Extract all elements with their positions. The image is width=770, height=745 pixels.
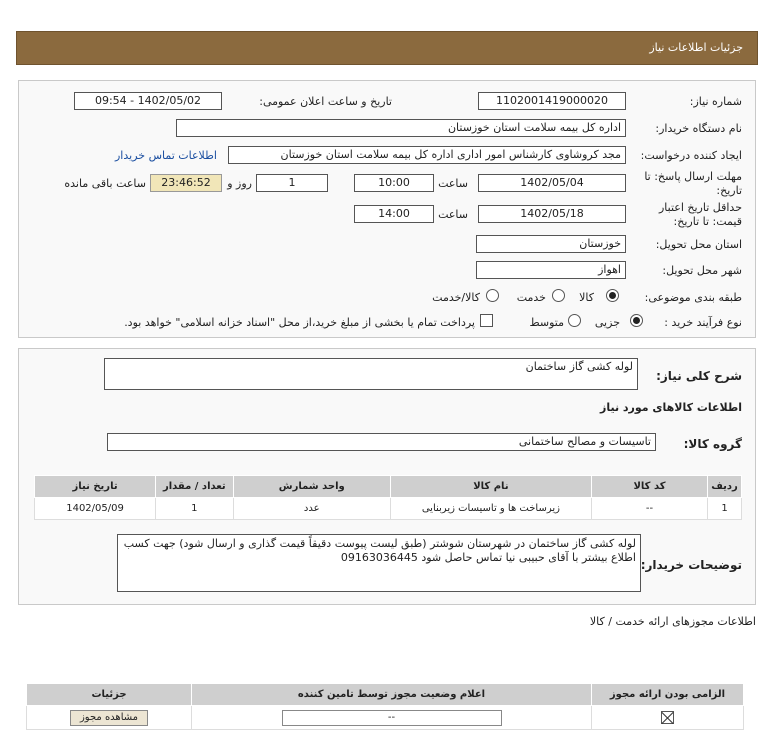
category-label: طبقه بندی موضوعی: <box>644 291 742 304</box>
deadline-time-label: ساعت <box>438 177 468 190</box>
table-row <box>35 498 742 520</box>
col-details: جزئیات <box>27 684 192 706</box>
col-required: الزامی بودن ارائه مجوز <box>592 684 744 706</box>
cell-unit: عدد <box>233 498 390 520</box>
table-row <box>27 706 744 730</box>
announce-label: تاریخ و ساعت اعلان عمومی: <box>259 95 392 108</box>
process-label: نوع فرآیند خرید : <box>664 316 742 329</box>
col-code: کد کالا <box>591 476 707 498</box>
validity-date-field: 1402/05/18 <box>478 205 626 223</box>
need-number-field: 1102001419000020 <box>478 92 626 110</box>
treasury-note: پرداخت تمام یا بخشی از مبلغ خرید،از محل "اسناد خزانه اسلامی" خواهد بود. <box>124 316 475 329</box>
cell-name: زیرساخت ها و تاسیسات زیربنایی <box>390 498 591 520</box>
goods-group-label: گروه کالا: <box>683 437 742 451</box>
deadline-date-field: 1402/05/04 <box>478 174 626 192</box>
category-radio-service[interactable] <box>552 289 565 302</box>
permit-status-field[interactable]: -- <box>282 710 502 726</box>
remaining-time-field: 23:46:52 <box>150 174 222 192</box>
permits-title: اطلاعات مجوزهای ارائه خدمت / کالا <box>589 615 756 628</box>
creator-field: مجد کروشاوی کارشناس امور اداری اداره کل بیمه سلامت استان خوزستان <box>228 146 626 164</box>
category-radio-goods[interactable] <box>606 289 619 302</box>
buyer-desc-field: لوله کشی گاز ساختمان در شهرستان شوشتر (طبق لیست پیوست دقیقاً قیمت گذاری و ارسال شود) جهت کسب اطلاع بیشتر با آقای حبیبی نیا تماس حاصل شود 09163036445 <box>117 534 641 592</box>
category-option-goods: کالا <box>579 291 594 304</box>
announce-field: 1402/05/02 - 09:54 <box>74 92 222 110</box>
buyer-contact-link[interactable]: اطلاعات تماس خریدار <box>115 149 217 162</box>
category-radio-goods-service[interactable] <box>486 289 499 302</box>
buyer-org-label: نام دستگاه خریدار: <box>655 122 742 135</box>
deadline-time-field: 10:00 <box>354 174 434 192</box>
goods-table-header <box>35 476 742 498</box>
cell-code: -- <box>591 498 707 520</box>
summary-label: شرح کلی نیاز: <box>656 369 742 383</box>
col-name: نام کالا <box>390 476 591 498</box>
goods-group-field: تاسیسات و مصالح ساختمانی <box>107 433 656 451</box>
days-field: 1 <box>256 174 328 192</box>
col-row: ردیف <box>708 476 742 498</box>
remaining-label: ساعت باقی مانده <box>64 177 146 190</box>
validity-label-2: قیمت: تا تاریخ: <box>673 215 742 228</box>
goods-table <box>34 475 742 520</box>
page-title: جزئیات اطلاعات نیاز <box>649 41 743 54</box>
validity-time-label: ساعت <box>438 208 468 221</box>
col-unit: واحد شمارش <box>233 476 390 498</box>
col-date: تاریخ نیاز <box>35 476 156 498</box>
province-field: خوزستان <box>476 235 626 253</box>
summary-field: لوله کشی گاز ساختمان <box>104 358 638 390</box>
view-permit-button[interactable]: مشاهده مجوز <box>70 710 148 726</box>
cell-date: 1402/05/09 <box>35 498 156 520</box>
cell-row: 1 <box>708 498 742 520</box>
days-label: روز و <box>227 177 252 190</box>
need-number-label: شماره نیاز: <box>689 95 742 108</box>
treasury-checkbox[interactable] <box>480 314 493 327</box>
category-option-goods-service: کالا/خدمت <box>432 291 480 304</box>
city-field: اهواز <box>476 261 626 279</box>
city-label: شهر محل تحویل: <box>662 264 742 277</box>
permits-table-header <box>27 684 744 706</box>
permits-table <box>26 683 744 730</box>
deadline-label: مهلت ارسال پاسخ: تا <box>644 170 742 183</box>
col-qty: تعداد / مقدار <box>156 476 233 498</box>
goods-info-title: اطلاعات کالاهای مورد نیاز <box>600 401 742 414</box>
buyer-desc-label: توضیحات خریدار: <box>640 558 742 572</box>
cell-qty: 1 <box>156 498 233 520</box>
deadline-label-2: تاریخ: <box>716 184 742 197</box>
category-option-service: خدمت <box>516 291 546 304</box>
process-radio-minor[interactable] <box>630 314 643 327</box>
validity-label: حداقل تاریخ اعتبار <box>658 201 742 214</box>
process-option-medium: متوسط <box>529 316 564 329</box>
buyer-org-field: اداره کل بیمه سلامت استان خوزستان <box>176 119 626 137</box>
col-status: اعلام وضعیت مجوز توسط تامین کننده <box>192 684 592 706</box>
process-option-minor: جزیی <box>594 316 620 329</box>
validity-time-field: 14:00 <box>354 205 434 223</box>
province-label: استان محل تحویل: <box>655 238 742 251</box>
creator-label: ایجاد کننده درخواست: <box>640 149 742 162</box>
page-header <box>16 31 758 65</box>
process-radio-medium[interactable] <box>568 314 581 327</box>
required-checkbox-icon <box>661 711 674 724</box>
